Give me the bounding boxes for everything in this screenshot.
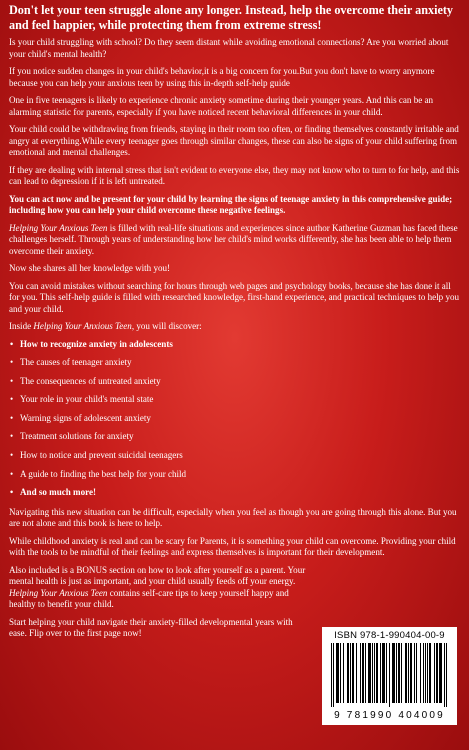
paragraph-shares: Now she shares all her knowledge with you!	[9, 263, 171, 273]
list-item: • Treatment solutions for anxiety	[9, 431, 462, 443]
list-item: • And so much more!	[9, 487, 462, 499]
list-item: • The causes of teenager anxiety	[9, 357, 462, 369]
bonus-after: contains self-care tips to keep yourself happy and healthy to benefit your child.	[9, 587, 289, 610]
intro-question: Is your child struggling with school? Do they seem distant while avoiding emotional connections? Are you worried about your child's mental health?	[9, 37, 449, 59]
list-item: • A guide to finding the best help for your child	[9, 469, 462, 481]
isbn-label: ISBN 978-1-990404-00-9	[334, 630, 445, 641]
paragraph-internal-stress: If they are dealing with internal stress that isn't evident to everyone else, they may not know who to turn to for help, and this can lead to depression if it is left untreated.	[9, 164, 460, 186]
list-item: • How to notice and prevent suicidal teenagers	[9, 450, 462, 462]
book-title: Helping Your Anxious Teen	[9, 222, 108, 233]
paragraph-bonus	[9, 565, 309, 611]
inside-prefix: Inside	[9, 321, 34, 331]
paragraph-call-to-action: You can act now and be present for your child by learning the signs of teenage anxiety in this comprehensive guide; including how you can help your child overcome these negative feelings.	[9, 193, 453, 215]
list-item: • Your role in your child's mental state	[9, 394, 462, 406]
paragraph-author	[9, 223, 462, 258]
book-title: Helping Your Anxious Teen	[9, 587, 108, 598]
barcode-digits: 9 781990 404009	[334, 710, 445, 721]
paragraph-navigating: Navigating this new situation can be difficult, especially when you feel as though you are going through this alone. But you are not alone and this book is here to help.	[9, 506, 457, 529]
paragraph-statistic: One in five teenagers is likely to experience chronic anxiety sometime during their younger years. And this can be an alarming statistic for parents, especially if you have noticed recent behavioral differences in your child.	[9, 95, 434, 117]
paragraph-avoid-mistakes: You can avoid mistakes without searching for hours through web pages and psychology books, because she has done it all for you. This self-help guide is filled with researched knowledge, first-hand experience, and practical techniques to help you and your child.	[9, 280, 460, 314]
isbn-barcode	[322, 627, 457, 725]
discover-list	[9, 339, 462, 499]
headline: Don't let your teen struggle alone any longer. Instead, help the overcome their anxiety and feel happier, while protecting them from extreme stress!	[9, 3, 454, 32]
book-title: Helping Your Anxious Teen	[33, 321, 132, 331]
list-item: • How to recognize anxiety in adolescents	[9, 339, 462, 351]
inside-suffix: , you will discover:	[131, 321, 202, 331]
barcode-bars	[331, 643, 448, 707]
paragraph-author-text: is filled with real-life situations and experiences since author Katherine Guzman has faced these challenges herself. Through years of understanding how her child's mind works differently, she has been able to help them overcome their anxiety.	[9, 222, 458, 256]
paragraph-notice: If you notice sudden changes in your child's behavior,it is a big concern for you.But you don't have to worry anymore because you can help your anxious teen by using this in-depth self-help guide	[9, 66, 435, 88]
inside-intro	[9, 321, 462, 333]
paragraph-withdrawing: Your child could be withdrawing from friends, staying in their room too often, or finding themselves constantly irritable and angry at everything.While every teenager goes through similar changes, these can also be signs of your child suffering from emotional and mental challenges.	[9, 124, 459, 157]
list-item: • The consequences of untreated anxiety	[9, 376, 462, 388]
bonus-before: Also included is a BONUS section on how to look after yourself as a parent. Your mental health is just as important, and your child usually feeds off your energy.	[9, 564, 306, 587]
list-item: • Warning signs of adolescent anxiety	[9, 413, 462, 425]
paragraph-start-helping: Start helping your child navigate their anxiety-filled developmental years with ease. Flip over to the first page now!	[9, 616, 293, 639]
paragraph-childhood-anxiety: While childhood anxiety is real and can be scary for Parents, it is something your child can overcome. Providing your child with the tools to be mindful of their feelings and express themselves is important for their development.	[9, 535, 456, 558]
